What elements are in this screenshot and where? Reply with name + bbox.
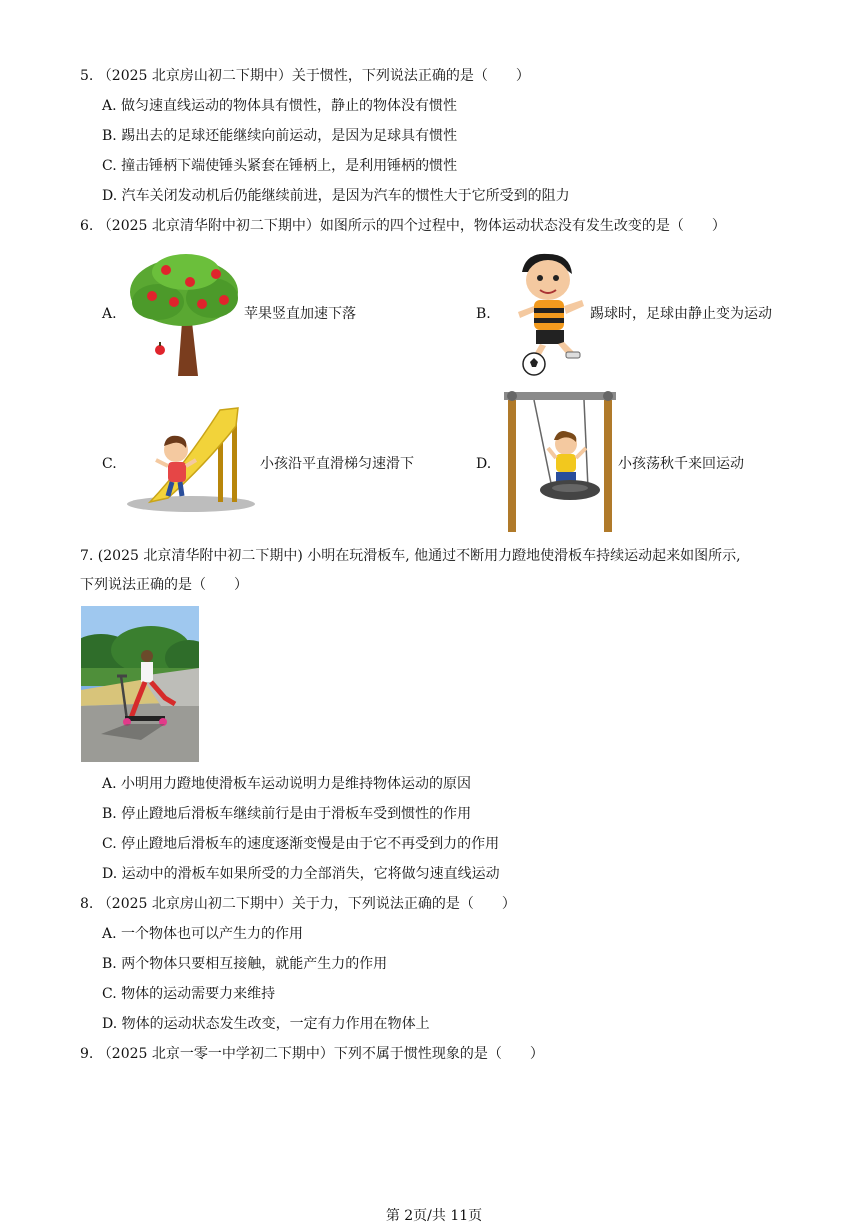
- q5-option-c: C. 撞击锤柄下端使锤头紧套在锤柄上，是利用锤柄的惯性: [102, 158, 458, 174]
- boy-kicking-ball-icon: [512, 250, 586, 376]
- q7-option-a: A. 小明用力蹬地使滑板车运动说明力是维持物体运动的原因: [102, 776, 472, 792]
- q6-option-d-caption: 小孩荡秋千来回运动: [618, 456, 744, 472]
- q7-option-d: D. 运动中的滑板车如果所受的力全部消失，它将做匀速直线运动: [102, 866, 500, 882]
- q6-option-c-letter: C.: [102, 456, 117, 472]
- q6-option-a-caption: 苹果竖直加速下落: [244, 306, 356, 322]
- q6-option-d-letter: D.: [476, 456, 492, 472]
- q8-option-b: B. 两个物体只要相互接触，就能产生力的作用: [102, 956, 388, 972]
- question-9-stem: 9. （2025 北京一零一中学初二下期中）下列不属于惯性现象的是（ ）: [80, 1046, 544, 1062]
- kid-on-scooter-photo: [81, 606, 199, 762]
- q7-option-b: B. 停止蹬地后滑板车继续前行是由于滑板车受到惯性的作用: [102, 806, 472, 822]
- page-number-footer: 第 2页/共 11页: [385, 1208, 483, 1224]
- child-on-slide-icon: [124, 406, 258, 514]
- q6-option-b-letter: B.: [476, 306, 491, 322]
- q5-option-a: A. 做匀速直线运动的物体具有惯性，静止的物体没有惯性: [102, 98, 458, 114]
- question-7-stem-line1: 7. (2025 北京清华附中初二下期中) 小明在玩滑板车, 他通过不断用力蹬地使滑板车持续运动起来如图所示,: [80, 548, 741, 564]
- question-8-stem: 8. （2025 北京房山初二下期中）关于力，下列说法正确的是（ ）: [80, 896, 516, 912]
- q6-option-a-letter: A.: [102, 306, 117, 322]
- q6-option-c-caption: 小孩沿平直滑梯匀速滑下: [260, 456, 414, 472]
- question-6-stem: 6. （2025 北京清华附中初二下期中）如图所示的四个过程中，物体运动状态没有发生改变的是（ ）: [80, 218, 726, 234]
- apple-tree-icon: [128, 252, 240, 376]
- question-7-stem-line2: 下列说法正确的是（ ）: [80, 577, 248, 593]
- q6-option-b-caption: 踢球时，足球由静止变为运动: [590, 306, 772, 322]
- q5-option-b: B. 踢出去的足球还能继续向前运动，是因为足球具有惯性: [102, 128, 458, 144]
- child-on-swing-icon: [504, 388, 616, 532]
- q5-option-d: D. 汽车关闭发动机后仍能继续前进，是因为汽车的惯性大于它所受到的阻力: [102, 188, 570, 204]
- q7-option-c: C. 停止蹬地后滑板车的速度逐渐变慢是由于它不再受到力的作用: [102, 836, 500, 852]
- q8-option-a: A. 一个物体也可以产生力的作用: [102, 926, 304, 942]
- question-5-stem: 5. （2025 北京房山初二下期中）关于惯性，下列说法正确的是（ ）: [80, 68, 530, 84]
- q8-option-d: D. 物体的运动状态发生改变，一定有力作用在物体上: [102, 1016, 430, 1032]
- q8-option-c: C. 物体的运动需要力来维持: [102, 986, 276, 1002]
